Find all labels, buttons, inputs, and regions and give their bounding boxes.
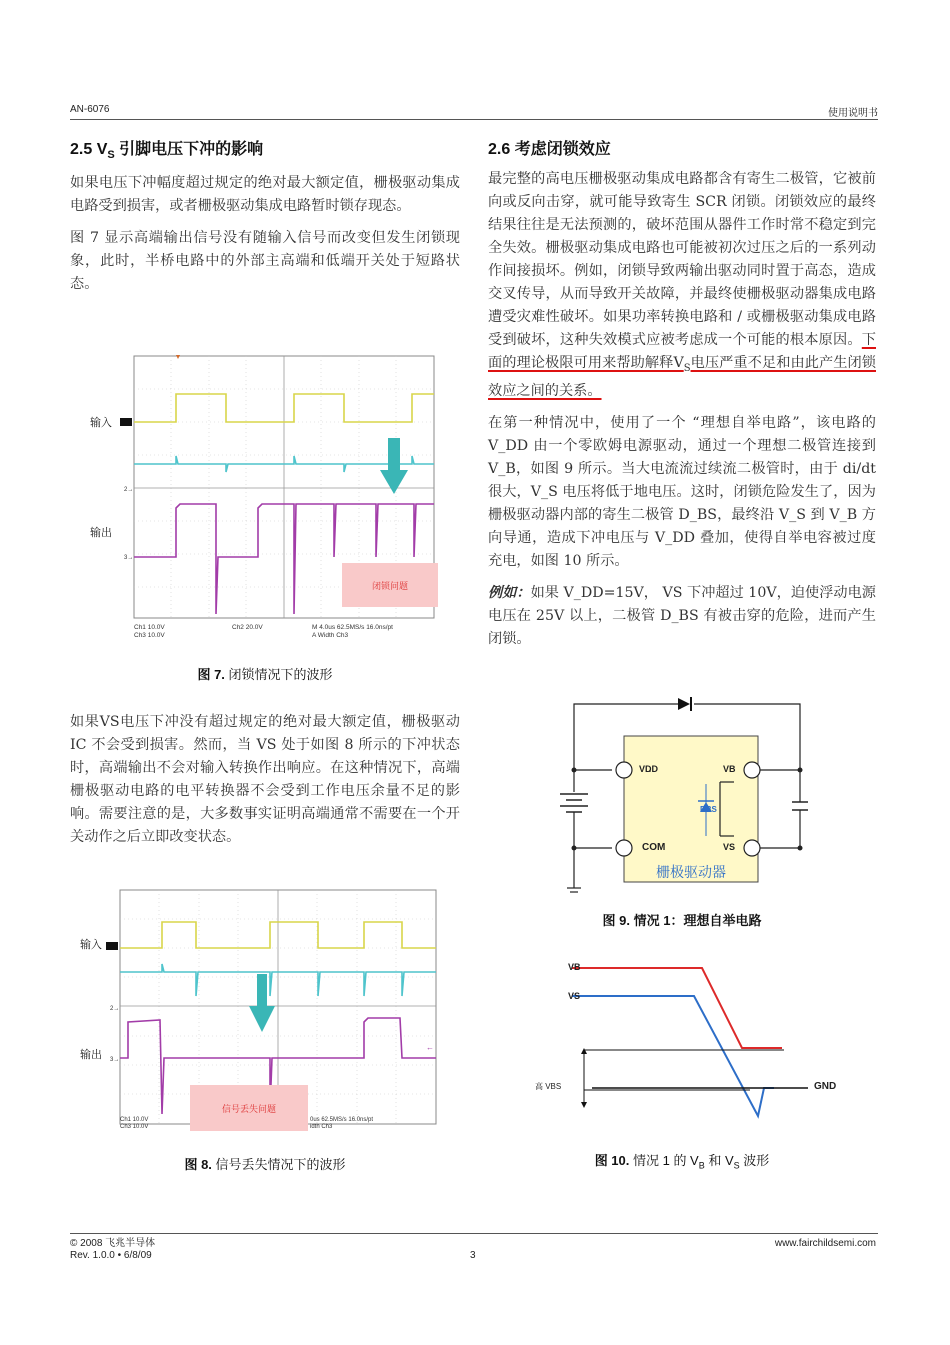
right-para-1: 最完整的高电压栅极驱动集成电路都含有寄生二极管，它被前向或反向击穿，就可能导致寄生 SCR 闭锁。闭锁效应的最终结果往往是无法预测的，破坏范围从器件工作时常不稳定到完全失效。栅极驱动集成电路也可能被初次过压之后的一系列动作间接损坏。例如，闭锁导致两输出驱动同时置于高态，造成交叉传导，从而导致开关故障，并最终使栅极驱动器集成电路遭受灾难性破坏。如果功率转换电路和 / 或栅极驱动集成电路受到破坏，这种失效模式应被考虑成一个可能的根本原因。下面的理论极限可用来帮助解释$V_S$电压严重不足和由此产生闭锁效应之间的关系。 [488, 171, 876, 399]
fig7-input-label: 输入 [90, 417, 112, 429]
doc-id: AN-6076 [70, 104, 110, 115]
fig10-gnd-label: GND [814, 1081, 837, 1092]
fig7-caption: 图 7. 闭锁情况下的波形 [197, 667, 333, 682]
fig9-pin-vs [744, 840, 760, 856]
fig9-pin-com [616, 840, 632, 856]
fig8-scope-footer-right: 0us 62.5MS/s 16.0ns/pt idth Ch3 [310, 1117, 374, 1130]
fig8-signal-loss-annotation: 信号丢失问题 [190, 1085, 308, 1131]
fig7-scope-footer-ch2: Ch2 20.0V [232, 624, 263, 631]
footer-copyright: © 2008 飞兆半导体 [70, 1238, 156, 1249]
fig9-box-label: 栅极驱动器 [656, 864, 726, 880]
left-para-2: 图 7 显示高端输出信号没有随输入信号而改变但发生闭锁现象，此时，半桥电路中的外部主高端和低端开关处于短路状态。 [70, 230, 460, 292]
left-para-1: 如果电压下冲幅度超过规定的绝对最大额定值，栅极驱动集成电路受到损害，或者栅极驱动集成电路暂时锁存现态。 [70, 175, 460, 214]
fig8-output-label: 输出 [80, 1049, 102, 1061]
red-underlined-text: 下面的理论极限可用来帮助解释$V_S$电压严重不足和由此产生闭锁效应之间的关系。 [488, 332, 876, 399]
svg-text:3→: 3→ [124, 555, 134, 561]
footer-revision: Rev. 1.0.0 • 6/8/09 [70, 1250, 152, 1261]
left-intro-text [70, 172, 460, 305]
left-para-3: 如果VS电压下冲没有超过规定的绝对最大额定值，栅极驱动 IC 不会受到损害。然而，当 VS 处于如图 8 所示的下冲状态时，高端输出不会对输入转换作出响应。在这种情况下，高端栅极驱动电路的电平转换器不会受到工作电压余量不足的影响。需要注意的是，大多数事实证明高端通常不需要在一个开关动作之后立即改变状态。 [70, 714, 460, 845]
footer-left [70, 1238, 155, 1262]
fig7-ch1-marker [120, 418, 132, 426]
fig8-scope-footer-left: Ch1 10.0V Ch3 10.0V [120, 1117, 149, 1130]
section-title-2-5: 2.5 $V_S$ 引脚电压下冲的影响 [70, 141, 264, 162]
header-rule [70, 119, 878, 120]
fig7-oscilloscope [118, 352, 442, 652]
fig10-vs-trace [572, 996, 774, 1116]
fig10-waveforms [560, 950, 840, 1126]
right-para-3: 例如：如果 V_DD=15V， VS 下冲超过 10V，迫使浮动电源电压在 25V 以上，二极管 D_BS 有被击穿的危险，进而产生闭锁。 [488, 584, 876, 647]
fig9-gate-driver-box [624, 736, 758, 882]
fig9-pin-vdd [616, 762, 632, 778]
fig9-diode [678, 698, 690, 710]
right-text [488, 168, 876, 660]
footer-url[interactable]: www.fairchildsemi.com [774, 1238, 876, 1249]
fig9-pin-vb [744, 762, 760, 778]
fig9-vdd-label: VDD [639, 764, 659, 774]
fig10-vb-label: VB [568, 962, 581, 972]
fig7-output-label: 输出 [90, 527, 112, 539]
fig9-com-label: COM [642, 842, 666, 853]
section-title-2-6: 2.6 考虑闭锁效应 [488, 141, 611, 158]
svg-text:←: ← [426, 1043, 434, 1052]
svg-text:2→: 2→ [124, 487, 134, 493]
footer-page-number: 3 [470, 1250, 476, 1261]
right-para-2: 在第一种情况中，使用了一个 “理想自举电路”，该电路的 V_DD 由一个零欧姆电源驱动，通过一个理想二极管连接到 V_B，如图 9 所示。当大电流流过续流二极管时，由于 di/dt 很大，V_S 电压将低于地电压。这时，闭锁危险发生了，因为栅极驱动器内部的寄生二极管 D_BS，最终沿 V_S 到 V_B 方向导通，造成下冲电压与 V_DD 叠加，使得自举电容被过度充电，如图 10 所示。 [488, 414, 876, 569]
fig9-caption: 图 9. 情况 1：理想自举电路 [602, 913, 762, 928]
fig10-vb-trace [572, 968, 782, 1048]
fig7-scope-footer-left: Ch1 10.0V Ch3 10.0V [134, 624, 165, 639]
fig10-caption: 图 10. 情况 1 的 $V_B$ 和 $V_S$ 波形 [594, 1153, 770, 1171]
footer-rule [70, 1233, 878, 1234]
fig10-hi-vbs-label: 高 VBS [535, 1082, 562, 1091]
fig8-caption: 图 8. 信号丢失情况下的波形 [184, 1157, 346, 1172]
svg-text:2→: 2→ [110, 1006, 120, 1012]
svg-text:3→: 3→ [110, 1057, 120, 1063]
fig9-dbs-label: DBS [700, 805, 717, 814]
fig8-ch1-marker [106, 942, 118, 950]
fig9-vb-label: VB [723, 764, 736, 774]
doc-type: 使用说明书 [828, 108, 878, 119]
fig10-vs-label: VS [568, 991, 581, 1001]
fig9-ground [567, 888, 581, 892]
fig9-capacitor [792, 802, 808, 810]
fig7-latchup-annotation: 闭锁问题 [342, 563, 438, 607]
fig9-vs-label: VS [723, 842, 736, 852]
fig7-scope-footer-right: M 4.0us 62.5MS/s 16.0ns/pt A Width Ch3 [312, 624, 393, 639]
fig8-input-label: 输入 [80, 939, 102, 951]
fig9-battery [560, 794, 588, 812]
